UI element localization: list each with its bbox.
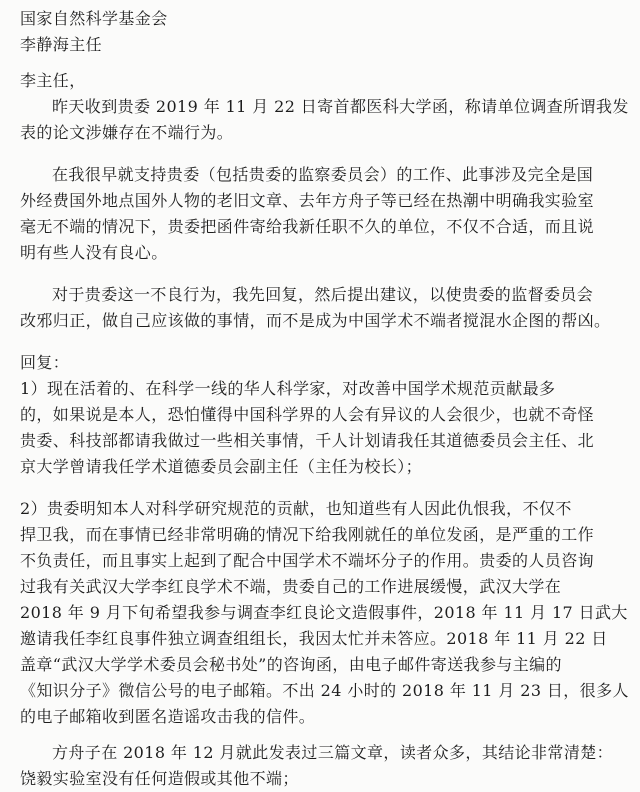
paragraph-line: 过我有关武汉大学李红良学术不端，贵委自己的工作进展缓慢，武汉大学在 bbox=[20, 577, 562, 596]
paragraph-line: 2018 年 9 月下旬希望我参与调查李红良论文造假事件，2018 年 11 月 17 日武大 bbox=[20, 603, 628, 622]
paragraph-line: 在我很早就支持贵委（包括贵委的监察委员会）的工作、此事涉及完全是国 bbox=[52, 165, 594, 184]
paragraph-line: 《知识分子》微信公号的电子邮箱。不出 24 小时的 2018 年 11 月 23 日，很多人 bbox=[20, 681, 629, 700]
reply-item-2 bbox=[20, 496, 629, 730]
paragraph-line: 饶毅实验室没有任何造假或其他不端； bbox=[20, 769, 299, 788]
salutation: 李主任， bbox=[20, 71, 86, 90]
reply-item-3 bbox=[20, 740, 620, 792]
reply-item-1 bbox=[20, 376, 620, 480]
paragraph-3 bbox=[20, 282, 620, 334]
paragraph-1 bbox=[20, 94, 629, 146]
paragraph-line: 毫无不端的情况下，贵委把函件寄给我新任职不久的单位，不仅不合适，而且说 bbox=[20, 217, 595, 236]
paragraph-2 bbox=[20, 162, 620, 266]
paragraph-line: 捍卫我，而在事情已经非常明确的情况下给我刚就任的单位发函，是严重的工作 bbox=[20, 525, 595, 544]
paragraph-line: 贵委、科技部都请我做过一些相关事情，千人计划请我任其道德委员会主任、北 bbox=[20, 431, 595, 450]
paragraph-line: 1）现在活着的、在科学一线的华人科学家，对改善中国学术规范贡献最多 bbox=[20, 379, 556, 398]
paragraph-line: 2）贵委明知本人对科学研究规范的贡献，也知道些有人因此仇恨我，不仅不 bbox=[20, 499, 572, 518]
letter-header-recipient: 李静海主任 bbox=[20, 35, 103, 54]
paragraph-line: 对于贵委这一不良行为，我先回复，然后提出建议，以使贵委的监督委员会 bbox=[52, 285, 594, 304]
paragraph-line: 的电子邮箱收到匿名造谣攻击我的信件。 bbox=[20, 707, 316, 726]
paragraph-line: 表的论文涉嫌存在不端行为。 bbox=[20, 123, 234, 142]
paragraph-line: 不负责任，而且事实上起到了配合中国学术不端坏分子的作用。贵委的人员咨询 bbox=[20, 551, 595, 570]
paragraph-line: 外经费国外地点国外人物的老旧文章、去年方舟子等已经在热潮中明确我实验室 bbox=[20, 191, 595, 210]
paragraph-line: 明有些人没有良心。 bbox=[20, 243, 168, 262]
paragraph-line: 的，如果说是本人，恐怕懂得中国科学界的人会有异议的人会很少，也就不奇怪 bbox=[20, 405, 595, 424]
reply-label: 回复： bbox=[20, 353, 70, 372]
paragraph-line: 京大学曾请我任学术道德委员会副主任（主任为校长）； bbox=[20, 457, 423, 476]
letter-header-org: 国家自然科学基金会 bbox=[20, 9, 168, 28]
paragraph-line: 邀请我任李红良事件独立调查组组长，我因太忙并未答应。2018 年 11 月 22 日 bbox=[20, 629, 608, 648]
paragraph-line: 改邪归正，做自己应该做的事情，而不是成为中国学术不端者搅混水企图的帮凶。 bbox=[20, 311, 611, 330]
paragraph-line: 盖章“武汉大学学术委员会秘书处”的咨询函，由电子邮件寄送我参与主编的 bbox=[20, 655, 562, 674]
paragraph-line: 方舟子在 2018 年 12 月就此发表过三篇文章，读者众多，其结论非常清楚： bbox=[52, 743, 614, 762]
paragraph-line: 昨天收到贵委 2019 年 11 月 22 日寄首都医科大学函，称请单位调查所谓我发 bbox=[52, 97, 629, 116]
